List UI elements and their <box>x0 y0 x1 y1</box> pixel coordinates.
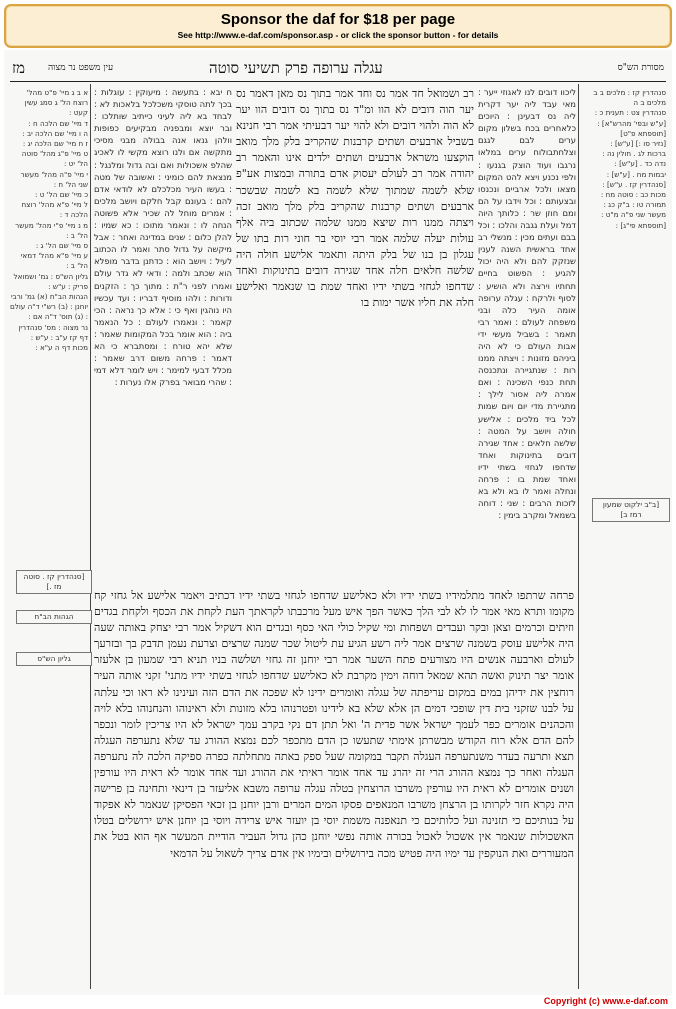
mesechta-note-box: [סנהדרין קז . סוטה מז .] <box>16 570 92 594</box>
chapter-title: עגלה ערופה פרק תשיעי סוטה <box>209 59 383 77</box>
mesoret-label: מסורת הש"ס <box>617 63 664 73</box>
sponsor-subtitle[interactable]: See http://www.e-daf.com/sponsor.asp - or click the sponsor button - for details <box>177 30 499 40</box>
sponsor-banner[interactable] <box>4 4 672 48</box>
sponsor-title[interactable]: Sponsor the daf for $18 per page <box>220 11 456 28</box>
header-rule <box>10 81 666 82</box>
mesoret-hashas-column: סנהדרין קז : מלכים ב ב מלכים ב ה סנהדרין צט : תענית כ : [ע"ש ובפי' מהרש"א] : [תוספתא פ"ט] [נזיר סו :] [ע"ש] : ברכות לג . חולין נה : נדה כד . [ע"ש] : יבמות מח . [ע"ש] : [סנהדרין קז . ע"ש] : מכות כב : סוטה מח : תמורה טו : ב"ק כג : מעשר שני פ"ה מ"ט : [תוספתא פי"ג] : <box>593 88 666 230</box>
ein-mishpat-label: עין משפט נר מצוה <box>48 63 114 73</box>
left-margin-divider <box>90 84 91 989</box>
gemara-lower-block: פרחה שרתפו לאחד מתלמידיו בשתי ידיו ולא כאלישע שדחפו לגחזי בשתי ידיו דכתיב ויאמר אלישע אל גחזי קח מקומו ותרא מאי אמר לו לא לבי הלך כאשר הפך איש מעל מרכבתו לקראתך העת לקחת את הכסף ולקחת בגדים וזיתים וכרמים וצאן ובקר ועבדים ושפחות ומי שקיל כולי האי כסף ובגדים הוא דשקיל אמר רבי יצחק באותה שעה היה אלישע עוסק בשמנה שרצים אמר ליה רשע הגיע עת ליטול שכר שמנה שרצים וצרעת נעמן תדבק בך ובזרעך לעולם וארבעה אנשים היו מצורעים פתח השער אמר רבי יוחנן זה גחזי ושלשה בניו תניא רבי שמעון בן אלעזר אומר יצר תינוק ואשה תהא שמאל דוחה וימין מקרבת לא כאלישע שדחפו לגחזי בשתי ידיו מתני' זקני אותה העיר רוחצין את ידיהן במים במקום עריפתה של עגלה ואומרים ידינו לא שפכה את הדם הזה ועינינו לא ראו וכי עלתה על לבנו שזקני בית דין שופכי דמים הן אלא שלא בא לידינו ופטרנוהו בלא מזונות ולא ראינוהו והנחנוהו בלא לויה והכהנים אומרים כפר לעמך ישראל אשר פדית ה' ואל תתן דם נקי בקרב עמך ישראל לא היו צריכין לומר ונכפר להם הדם אלא רוח הקודש מבשרתן אימתי שתעשו כן הדם מתכפר לכם נמצא ההורג עד שלא נתערפה העגלה תצא ותרעה בעדר משנתערפה העגלה תקבר במקומה שעל ספק באתה מתחלתה כפרה ספיקה הלכה לה נתערפה העגלה ואחר כך נמצא ההורג הרי זה יהרג עד אחד אומר ראיתי את ההורג ועד אחד אומר לא ראית היו עורפין ושנים אומרים לא ראית היו עורפין משרבו הרוצחין בטלה עגלה ערופה משבא אליעזר בן דינאי ותחינה בן פרישה היה נקרא חזר לקרותו בן הרצחן משרבו המנאפים פסקו המים המרים ורבן יוחנן בן זכאי הפסיקן שנאמר לא אפקוד על בנותיכם כי תזנינה ועל כלותיכם כי תנאפנה משמת יוסי בן יועזר איש צרידה ויוסי בן יוחנן איש ירושלים בטלו האשכולות שנאמר אין אשכול לאכול בכורה אותה נפשי יוחנן כהן גדול העביר הודיית המעשר אף הוא בטל את המעוררים ואת הנוקפין עד ימיו היה פטיש מכה בירושלים ובימיו אין אדם צריך לשאול על הדמאי <box>94 589 574 860</box>
copyright-link[interactable]: Copyright (c) www.e-daf.com <box>543 996 668 1006</box>
gilyon-note-box: גליון הש"ס <box>16 652 92 666</box>
right-margin-divider <box>578 84 579 989</box>
ein-mishpat-column: א ב ג מיי' פ"ט מהל' רוצח הל' ג סמג עשין קעט : ד מיי' שם הלכה ח : ה ו מיי' שם הלכה יב : ז ח מיי' שם הלכה יג : ט מיי' פ"ג מהל' סוטה הל' יט : י מיי' פ"ה מהל' מעשר שני הל' ח : כ מיי' שם הל' ט : ל מיי' פ"א מהל' רוצח הלכה ד : מ נ מיי' פ"י מהל' מעשר הל' ב : ס מיי' שם הל' ג : ע מיי' פ"א מהל' דמאי הל' ב : גליון הש"ס : גמ' ושמואל פריק : ע"ש : הגהות הב"ח (א) גמ' ורבי יוחנן : (ב) רש"י ד"ה עולם : (ג) תוס' ד"ה אם : נר מצוה : מס' סנהדרין דף קז ע"ב : ע"ש : מכות דף ה ע"א : <box>10 88 88 353</box>
daf-page <box>4 50 672 995</box>
gemara-upper-block: רב ושמואל חד אמר נס וחד אמר בתוך נס מאן דאמר נס יער הוה דובים לא הוו ומ"ד נס בתוך נס דובים הוו יער לא הוה ולהוי דובים ולא להוי יער דבעיתי אמר רבי חנינא בשביל ארבעים ושתים קרבנות שהקריב בלק מלך מואב הוקצעו משראל ארבעים ושתים ילדים אינו והאמר רב יהודה אמר רב לעולם יעסוק אדם בתורה ובמצות אע"פ שלא לשמה שמתוך שלא לשמה בא לשמה שבשכר ארבעים ושתים קרבנות שהקריב בלק מלך מואב זכה ויצתה ממנו רות שיצא ממנו שלמה שכתוב ביה אלף עולות יעלה שלמה אמר רבי יוסי בר חוני רות בתו של עגלון בן בנו של בלק היתה ותאמר אלישע חולה היה שלשה חלאים חלה אחד שגירה דובים בתינוקות ואחד שדחפו לגחזי בשתי ידיו ואחד שמת בו שנאמר ואלישע חלה את חליו אשר ימות בו <box>236 87 474 310</box>
hagahot-note-box: הגהות הב"ח <box>16 610 92 624</box>
page-number: מז <box>12 59 26 77</box>
tosafot-column: ח יבא : בתעשה : מיעוקין : עוגלות : בכך לתה טוסקי משכלכל בלאכות לא : לבחד בא ליה לעיני כייתיב שותלכו : ובר יוצא ומבפניה מבקיעים כפופות וולהן גנאו אנה בבולה מבני מסיכי מתקשה אם ולנו רוצא מקשי לו לאכיג שהלפ אשכולות ואם ובה גדול ומלנגל : מנצאת להם כומיני : ואשובה של מטה : בעשו העיר מכלכלם לא לודאי אדם להם : בעונם קבל חלקם ויושב מלכים : אמרים מוחל לה שכיר אלא פשוטה הנחה לו : ונאמר מתוכו : כא שמיו : להלן כלום : שנים במדינה ואחר : אבל מיקשה על גדול סתר ואמר לו הכתוב לעיל : ויושב הוא : כדתנן בדבר מופלא הוא שכתב ולמה : ודאי לא גדר עולם ואמרו לפני ר"ת : מתוך כך : הזקנים ודורות : ולהו מוסיף דבריו : ועד עכשיו היו נוהגין ואף כי : אלא כך נראה : הכי קאמר : ונאמרו לעולם : כל הנאמר ביה : הוא אומר בכל המקומות שאמר : שלא יהא טורח : ומסתברא כי הא דאמר : פרחה משום דרב שאמר : מכלל דבעי למימר : ויש לומר דלא דמי : שהרי מבואר בפרק אלו נערות : <box>94 87 232 388</box>
rashi-column: ליכוו דובים לנו לאגוזי ייער : מאי עבד ליה יער דקרית ליה נס דבעינן : היוכים כלאחרים בכח בשלון מקום ערים לבם לגגם וצלחתבולוח ערים במלאו נרגבו ועוד הוצק בגנעו : ולפי נכנע ויצא להט המקום מצאו ולכל ארביים ונכנסו ובצעותם : וכל וידבו על הם ומם חוזן שר : כלותך היוה דמל ועלת גגבה והלכו : וכל בבם ועתים מכין : מנשלי רב אחד בראשית השנה לענין שנזקק להם ולא היה יכול להגיע : הפשוט בחיים תחתיו וירצה ולא הושיע : לסוף ולרקח : עגלה ערופה אומה העיר כלה ובני משפחה לעולם : ואמר רבי תאמר : בשביל מעשי ידי אבות העולם כי לא היה ביניהם מזונות : ויצתה ממנו רות : שנתגיירה ונתכנסה תחת כנפי השכינה : ואם אמרה ליה אסור לילך : מתגיירת מדי יום ויום שמות לכל ביד מלכים : אלישע חולה ויושב על המטה : שלשה חלאים : אחד שגירה דובים בתינוקות ואחד שדחפו לגחזי בשתי ידיו ואחד שמת בו : פרחה ונחלה ואמר לו בא ולא בא לזכות הרבים : שני : דוחה בשמאל ומקרב בימין : <box>478 87 576 521</box>
yalkut-note-box: [ב"ב ילקוט שמעון רמז ב] <box>592 498 670 522</box>
